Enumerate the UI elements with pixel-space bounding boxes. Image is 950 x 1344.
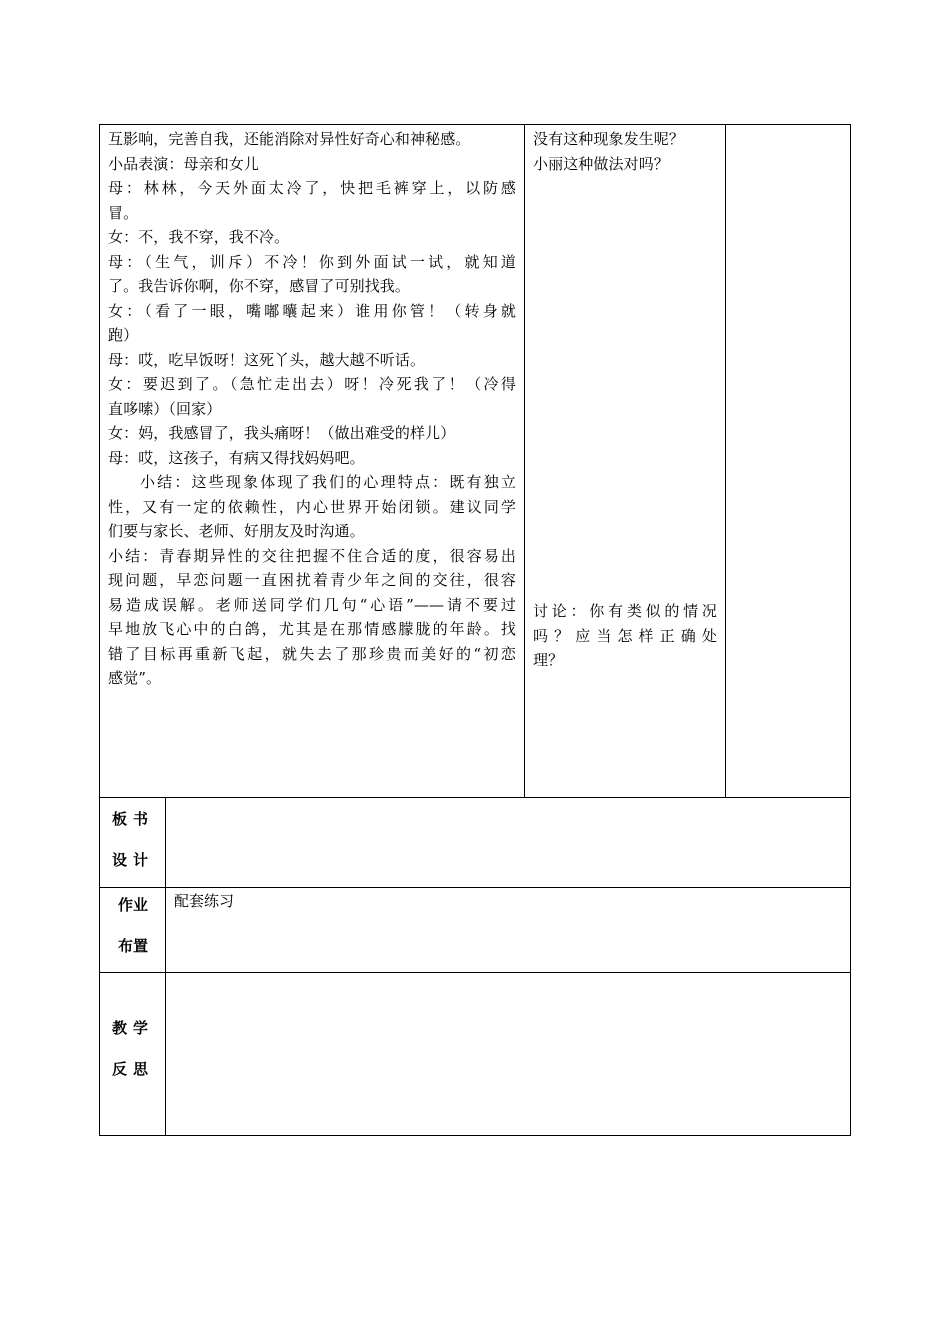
summary-line: 们要与家长、老师、好朋友及时沟通。 <box>108 522 365 540</box>
summary-line: 错了目标再重新飞起，就失去了那珍贵而美好的“初恋 <box>108 644 516 663</box>
content-line: 母：（生气，训斥）不冷！你到外面试一试，就知道 <box>108 252 516 271</box>
label-text: 反思 <box>111 1060 154 1078</box>
student-activity-cell <box>525 125 726 797</box>
teaching-reflection-row <box>99 972 851 1136</box>
summary-line: 早地放飞心中的白鸽，尤其是在那情感朦胧的年龄。找 <box>108 620 516 638</box>
note-line: 小丽这种做法对吗？ <box>533 154 669 173</box>
content-line: 女：要迟到了。（急忙走出去）呀！冷死我了！（冷得 <box>108 375 516 393</box>
content-line: 母：哎，这孩子，有病又得找妈妈吧。 <box>108 448 365 467</box>
note-line: 讨论：你有类似的情况 <box>533 602 717 620</box>
note-line: 吗？应当怎样正确处 <box>533 626 717 645</box>
content-line: 跑） <box>108 326 139 344</box>
content-line: 母：哎，吃早饭呀！这死丫头，越大越不听话。 <box>108 350 426 369</box>
label-text: 作业 <box>117 896 148 914</box>
board-design-label <box>100 798 166 887</box>
content-line: 了。我告诉你啊，你不穿，感冒了可别找我。 <box>108 277 411 295</box>
homework-label <box>100 887 166 972</box>
summary-line: 性，又有一定的依赖性，内心世界开始闭锁。建议同学 <box>108 497 516 516</box>
content-line: 女：不，我不穿，我不冷。 <box>108 228 290 246</box>
summary-line: 现问题，早恋问题一直困扰着青少年之间的交往，很容 <box>108 571 516 589</box>
content-line: 直哆嗦）（回家） <box>108 399 222 418</box>
summary-line: 小结：这些现象体现了我们的心理特点：既有独立 <box>140 473 516 491</box>
note-line: 理？ <box>533 651 564 669</box>
content-line: 母：林林，今天外面太冷了，快把毛裤穿上，以防感 <box>108 179 516 197</box>
label-text: 板书 <box>111 810 154 828</box>
summary-line: 感觉”。 <box>108 669 162 687</box>
discussion-note <box>533 599 717 673</box>
content-line: 互影响，完善自我，还能消除对异性好奇心和神秘感。 <box>108 130 471 148</box>
board-design-content <box>166 798 850 887</box>
summary-line: 小结：青春期异性的交往把握不住合适的度，很容易出 <box>108 546 516 565</box>
note-line: 没有这种现象发生呢？ <box>533 130 685 148</box>
summary-line: 易造成误解。老师送同学们几句“心语”——请不要过 <box>108 595 516 614</box>
homework-row <box>99 887 851 973</box>
content-line: 冒。 <box>108 203 139 222</box>
label-text: 布置 <box>117 937 148 955</box>
label-text: 教学 <box>111 1019 154 1037</box>
teaching-reflection-content <box>166 972 850 1135</box>
teaching-content-cell <box>100 125 525 797</box>
teaching-reflection-label <box>100 972 166 1135</box>
homework-content: 配套练习 <box>174 892 235 910</box>
content-line: 女：（看了一眼，嘴嘟囔起来）谁用你管！（转身就 <box>108 301 516 320</box>
content-line: 女：妈，我感冒了，我头痛呀！（做出难受的样儿） <box>108 424 456 442</box>
content-line: 小品表演：母亲和女儿 <box>108 154 260 173</box>
lesson-process-table <box>99 124 851 798</box>
board-design-row <box>99 797 851 888</box>
design-intent-cell <box>726 125 851 797</box>
label-text: 设计 <box>111 851 154 869</box>
